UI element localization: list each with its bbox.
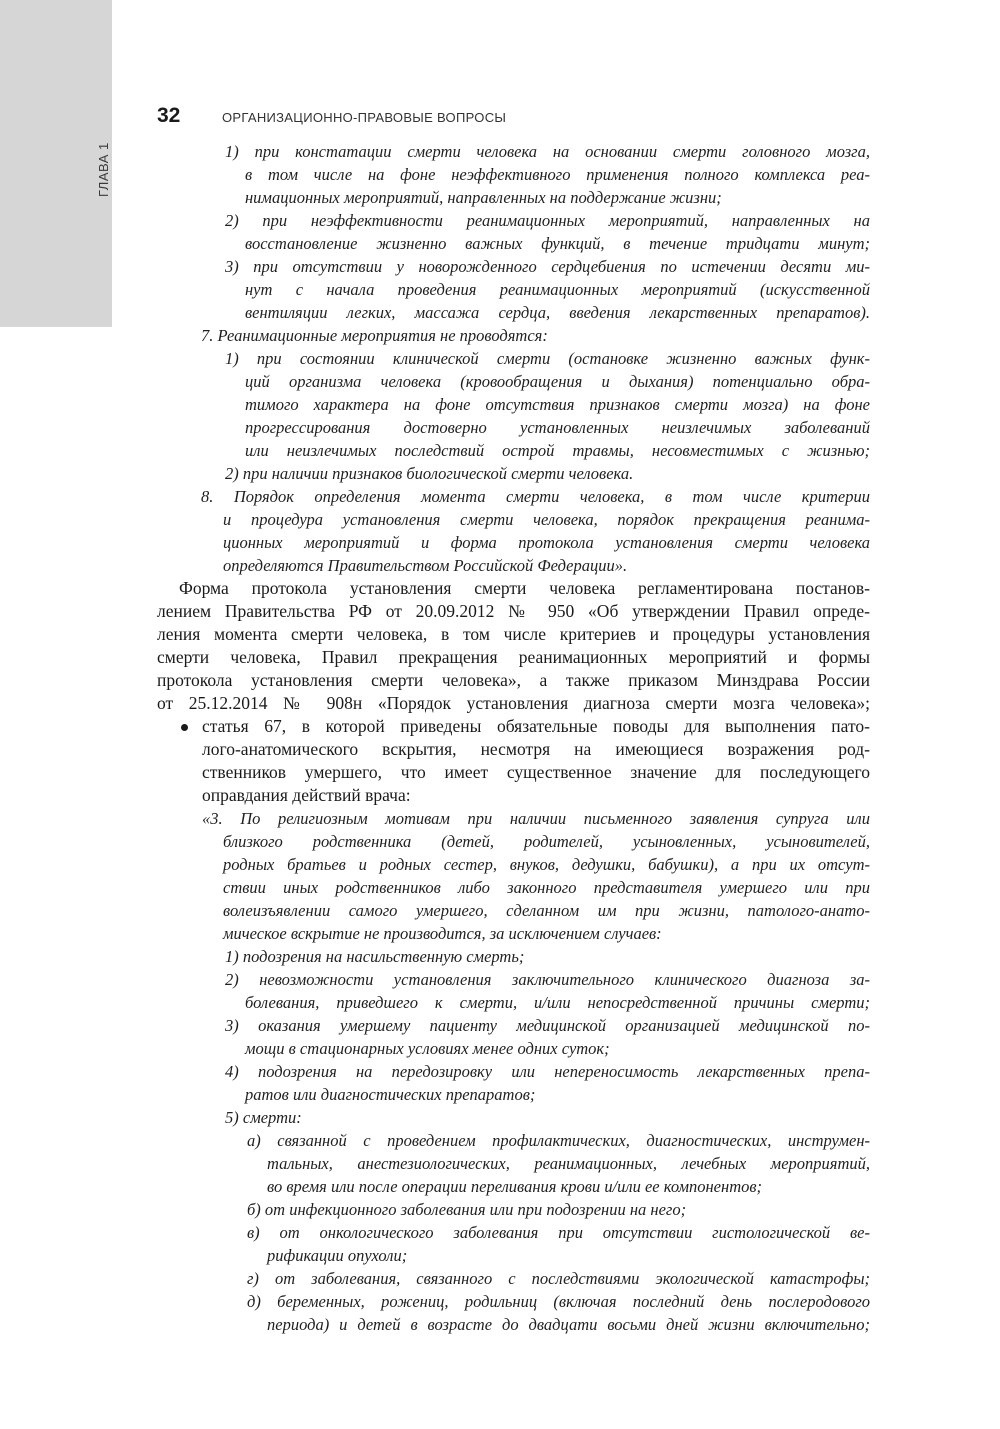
running-head: ОРГАНИЗАЦИОННО-ПРАВОВЫЕ ВОПРОСЫ — [222, 110, 507, 125]
text-line: 1) при состоянии клинической смерти (остановке жизненно важных функ- — [225, 349, 870, 368]
text-line: 1) подозрения на насильственную смерть; — [225, 947, 525, 966]
text-line: ционных мероприятий и форма протокола установления смерти человека — [223, 533, 870, 552]
text-line: Форма протокола установления смерти человека регламентирована постанов- — [179, 578, 870, 598]
text-line: 3) оказания умершему пациенту медицинской организацией медицинской по- — [225, 1016, 870, 1035]
text-line: 1) при констатации смерти человека на основании смерти головного мозга, — [225, 142, 870, 161]
text-line: вентиляции легких, массажа сердца, введения лекарственных препаратов). — [245, 303, 870, 322]
text-line: оправдания действий врача: — [202, 785, 411, 805]
text-line: тимого характера на фоне отсутствия признаков смерти мозга) на фоне — [245, 395, 870, 414]
text-line: мощи в стационарных условиях менее одних суток; — [245, 1039, 610, 1058]
text-line: а) связанной с проведением профилактических, диагностических, инструмен- — [247, 1131, 870, 1150]
text-line: ственников умершего, что имеет существенное значение для последующего — [202, 762, 870, 782]
text-line: в том числе на фоне неэффективного применения полного комплекса реа- — [245, 165, 870, 184]
text-line: 5) смерти: — [225, 1108, 302, 1127]
text-line: или неизлечимых последствий острой травмы, несовместимых с жизнью; — [245, 441, 870, 460]
text-line: статья 67, в которой приведены обязательные поводы для выполнения пато- — [157, 715, 870, 738]
text-line: 4) подозрения на передозировку или непереносимость лекарственных препа- — [225, 1062, 870, 1081]
text-line: рификации опухоли; — [267, 1246, 408, 1265]
text-line: ций организма человека (кровообращения и дыхания) потенциально обра- — [245, 372, 870, 391]
text-line: от 25.12.2014 № 908н «Порядок установления диагноза смерти мозга человека»; — [157, 693, 870, 713]
text-line: и процедура установления смерти человека, порядок прекращения реанима- — [223, 510, 870, 529]
text-line: во время или после операции переливания крови и/или ее компонентов; — [267, 1177, 763, 1196]
text-line: 3) при отсутствии у новорожденного сердцебиения по истечении десяти ми- — [225, 257, 870, 276]
chapter-label: ГЛАВА 1 — [96, 142, 111, 197]
page-number: 32 — [157, 104, 181, 127]
text-line: ствии иных родственников либо законного представителя умершего или при — [223, 878, 870, 897]
body-text — [157, 140, 870, 1336]
text-line: нимационных мероприятий, направленных на поддержание жизни; — [245, 188, 722, 207]
text-line: определяются Правительством Российской Федерации». — [223, 556, 628, 575]
text-line: прогрессирования достоверно установленных неизлечимых заболеваний — [245, 418, 870, 437]
text-line: в) от онкологического заболевания при отсутствии гистологической ве- — [247, 1223, 870, 1242]
bullet-icon — [181, 724, 188, 731]
text-line: лением Правительства РФ от 20.09.2012 № 950 «Об утверждении Правил опреде- — [157, 601, 870, 621]
text-line: родных братьев и родных сестер, внуков, дедушки, бабушки), а при их отсут- — [223, 855, 870, 874]
text-line: протокола установления смерти человека», а также приказом Минздрава России — [157, 670, 870, 690]
text-line: тальных, анестезиологических, реанимационных, лечебных мероприятий, — [267, 1154, 870, 1173]
chapter-side-tab — [0, 0, 112, 327]
text-line: 2) невозможности установления заключительного клинического диагноза за- — [225, 970, 870, 989]
text-line: «3. По религиозным мотивам при наличии письменного заявления супруга или — [202, 809, 870, 828]
text-line: 2) при неэффективности реанимационных мероприятий, направленных на — [225, 211, 870, 230]
text-line: 2) при наличии признаков биологической смерти человека. — [225, 464, 634, 483]
text-line: волеизъявлении самого умершего, сделанном им при жизни, патолого-анато- — [223, 901, 870, 920]
text-line: мическое вскрытие не производится, за исключением случаев: — [223, 924, 662, 943]
text-line: д) беременных, рожениц, родильниц (включая последний день послеродового — [247, 1292, 870, 1311]
text-line: близкого родственника (детей, родителей, усыновленных, усыновителей, — [223, 832, 870, 851]
text-line: болевания, приведшего к смерти, и/или непосредственной причины смерти; — [245, 993, 870, 1012]
text-line: восстановление жизненно важных функций, в течение тридцати минут; — [245, 234, 870, 253]
text-line: б) от инфекционного заболевания или при подозрении на него; — [247, 1200, 687, 1219]
text-line: нут с начала проведения реанимационных мероприятий (искусственной — [245, 280, 870, 299]
text-line: 8. Порядок определения момента смерти человека, в том числе критерии — [201, 487, 870, 506]
text-line: ратов или диагностических препаратов; — [245, 1085, 536, 1104]
text-line: ления момента смерти человека, в том числе критериев и процедуры установления — [157, 624, 870, 644]
text-line: лого-анатомического вскрытия, несмотря на имеющиеся возражения род- — [202, 739, 870, 759]
text-line: г) от заболевания, связанного с последствиями экологической катастрофы; — [247, 1269, 870, 1288]
text-line: 7. Реанимационные мероприятия не проводятся: — [201, 326, 548, 345]
text-line: периода) и детей в возрасте до двадцати восьми дней жизни включительно; — [267, 1315, 870, 1334]
text-line: смерти человека, Правил прекращения реанимационных мероприятий и формы — [157, 647, 870, 667]
